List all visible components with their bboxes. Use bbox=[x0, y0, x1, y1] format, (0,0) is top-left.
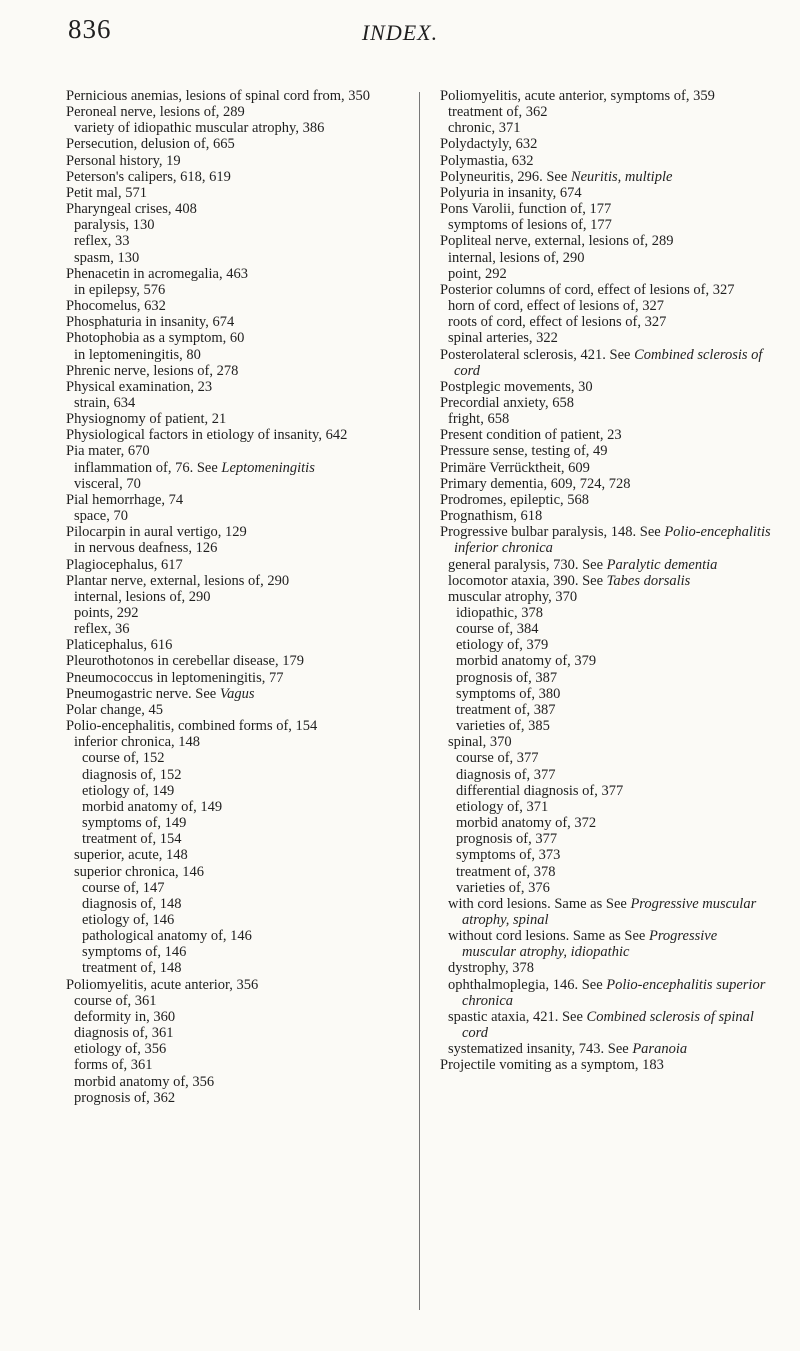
entry-text: diagnosis of, 361 bbox=[74, 1025, 174, 1042]
see-word: See bbox=[639, 524, 661, 541]
index-entry bbox=[66, 718, 399, 734]
entry-text: diagnosis of, 148 bbox=[82, 895, 182, 912]
entry-text: strain, 634 bbox=[74, 394, 136, 411]
entry-text: Phosphaturia in insanity, 674 bbox=[66, 314, 235, 331]
entry-text: Pia mater, 670 bbox=[66, 443, 150, 460]
index-entry bbox=[74, 282, 399, 298]
entry-text: points, 292 bbox=[74, 605, 139, 621]
cross-reference: Vagus bbox=[219, 685, 255, 702]
entry-text: muscular atrophy, 370 bbox=[448, 588, 578, 605]
index-entry bbox=[82, 896, 399, 912]
entry-text: Pressure sense, testing of, 49 bbox=[440, 443, 608, 460]
entry-text: etiology of, 146 bbox=[82, 911, 175, 928]
index-entry bbox=[66, 153, 399, 169]
index-entry bbox=[66, 104, 399, 120]
column-divider bbox=[419, 92, 420, 1310]
entry-text: spastic ataxia, 421. bbox=[448, 1008, 559, 1025]
index-entry bbox=[456, 686, 773, 702]
entry-text: symptoms of, 380 bbox=[456, 685, 561, 702]
index-entry bbox=[448, 411, 773, 427]
cross-reference: Progressive muscular atrophy, spinal bbox=[462, 895, 757, 928]
index-entry bbox=[440, 492, 773, 508]
entry-text: reflex, 33 bbox=[74, 233, 130, 250]
entry-text: Pneumococcus in leptomeningitis, 77 bbox=[66, 669, 284, 686]
index-entry bbox=[66, 88, 399, 104]
entry-text: Prodromes, epileptic, 568 bbox=[440, 491, 590, 508]
index-entry bbox=[74, 540, 399, 556]
index-entry bbox=[440, 282, 773, 298]
index-entry bbox=[456, 670, 773, 686]
index-entry bbox=[82, 767, 399, 783]
entry-text: etiology of, 149 bbox=[82, 782, 175, 799]
entry-text: Platicephalus, 616 bbox=[66, 637, 173, 654]
index-entry bbox=[82, 783, 399, 799]
index-entry bbox=[66, 411, 399, 427]
entry-text: Polymastia, 632 bbox=[440, 152, 534, 169]
index-entry bbox=[448, 589, 773, 605]
entry-text: Progressive bulbar paralysis, 148. bbox=[440, 524, 637, 541]
index-entry bbox=[82, 880, 399, 896]
entry-text: locomotor ataxia, 390. bbox=[448, 572, 579, 589]
entry-text: etiology of, 371 bbox=[456, 798, 549, 815]
entry-text: treatment of, 378 bbox=[456, 863, 556, 880]
index-entry bbox=[66, 298, 399, 314]
index-entry bbox=[448, 573, 773, 589]
index-entry bbox=[448, 120, 773, 136]
index-entry bbox=[448, 217, 773, 233]
cross-reference: Progressive muscular atrophy, idiopathic bbox=[462, 928, 718, 961]
entry-text: prognosis of, 387 bbox=[456, 669, 558, 686]
index-entry bbox=[440, 460, 773, 476]
cross-reference: Leptomeningitis bbox=[221, 459, 315, 476]
entry-text: Petit mal, 571 bbox=[66, 184, 147, 201]
index-entry bbox=[82, 960, 399, 976]
entry-text: ophthalmoplegia, 146. bbox=[448, 976, 579, 993]
left-column bbox=[66, 88, 399, 1106]
index-entry bbox=[66, 136, 399, 152]
index-entry bbox=[82, 750, 399, 766]
index-entry bbox=[74, 1025, 399, 1041]
index-entry bbox=[74, 864, 399, 880]
index-entry bbox=[448, 1041, 773, 1057]
index-entry bbox=[66, 201, 399, 217]
index-entry bbox=[440, 427, 773, 443]
entry-text: without cord lesions. Same as bbox=[448, 928, 621, 945]
entry-text: treatment of, 148 bbox=[82, 960, 182, 977]
see-word: See bbox=[607, 1041, 629, 1058]
entry-text: internal, lesions of, 290 bbox=[74, 588, 211, 605]
index-entry bbox=[440, 508, 773, 524]
index-entry bbox=[456, 718, 773, 734]
index-entry bbox=[74, 250, 399, 266]
see-word: See bbox=[582, 556, 604, 573]
index-entry bbox=[74, 1090, 399, 1106]
index-entry bbox=[74, 734, 399, 750]
entry-text: course of, 361 bbox=[74, 992, 157, 1009]
index-entry bbox=[448, 928, 773, 960]
index-entry bbox=[456, 799, 773, 815]
see-word: See bbox=[195, 685, 217, 702]
index-entry bbox=[66, 977, 399, 993]
index-entry bbox=[440, 169, 773, 185]
index-entry bbox=[66, 702, 399, 718]
index-entry bbox=[74, 621, 399, 637]
entry-text: in leptomeningitis, 80 bbox=[74, 346, 201, 363]
entry-text: etiology of, 356 bbox=[74, 1041, 167, 1058]
index-entry bbox=[66, 653, 399, 669]
page-number: 836 bbox=[68, 14, 112, 44]
index-entry bbox=[440, 395, 773, 411]
index-entry bbox=[66, 443, 399, 459]
index-entry bbox=[66, 573, 399, 589]
index-entry bbox=[74, 847, 399, 863]
entry-text: symptoms of, 149 bbox=[82, 815, 187, 832]
entry-text: Photophobia as a symptom, 60 bbox=[66, 330, 245, 347]
index-entry bbox=[448, 557, 773, 573]
cross-reference: Tabes dorsalis bbox=[606, 572, 691, 589]
entry-text: Prognathism, 618 bbox=[440, 508, 543, 525]
entry-text: Precordial anxiety, 658 bbox=[440, 394, 574, 411]
entry-text: morbid anatomy of, 379 bbox=[456, 653, 597, 670]
index-entry bbox=[82, 912, 399, 928]
entry-text: Persecution, delusion of, 665 bbox=[66, 136, 235, 153]
entry-text: Present condition of patient, 23 bbox=[440, 427, 622, 444]
entry-text: superior chronica, 146 bbox=[74, 863, 205, 880]
see-word: See bbox=[196, 459, 218, 476]
see-word: See bbox=[561, 1008, 583, 1025]
index-entry bbox=[456, 702, 773, 718]
entry-text: prognosis of, 377 bbox=[456, 831, 558, 848]
index-entry bbox=[456, 831, 773, 847]
entry-text: Projectile vomiting as a symptom, 183 bbox=[440, 1057, 664, 1074]
entry-text: etiology of, 379 bbox=[456, 637, 549, 654]
entry-text: in epilepsy, 576 bbox=[74, 281, 166, 298]
entry-text: systematized insanity, 743. bbox=[448, 1041, 605, 1058]
entry-text: Pilocarpin in aural vertigo, 129 bbox=[66, 524, 247, 541]
index-entry bbox=[440, 347, 773, 379]
index-entry bbox=[74, 1041, 399, 1057]
see-word: See bbox=[605, 895, 627, 912]
entry-text: course of, 152 bbox=[82, 750, 165, 767]
index-entry bbox=[440, 153, 773, 169]
index-entry bbox=[456, 750, 773, 766]
running-head: INDEX. bbox=[361, 20, 439, 45]
entry-text: Polydactyly, 632 bbox=[440, 136, 538, 153]
index-entry bbox=[74, 120, 399, 136]
cross-reference: Combined sclerosis of spinal cord bbox=[462, 1008, 754, 1042]
entry-text: Personal history, 19 bbox=[66, 152, 181, 169]
entry-text: with cord lesions. Same as bbox=[448, 895, 603, 912]
index-entry bbox=[82, 815, 399, 831]
entry-text: inferior chronica, 148 bbox=[74, 734, 201, 751]
index-entry bbox=[448, 977, 773, 1009]
index-entry bbox=[448, 250, 773, 266]
index-entry bbox=[74, 605, 399, 621]
index-entry bbox=[66, 185, 399, 201]
index-entry bbox=[456, 767, 773, 783]
entry-text: in nervous deafness, 126 bbox=[74, 540, 218, 557]
index-entry bbox=[448, 1009, 773, 1041]
see-word: See bbox=[609, 346, 631, 363]
index-entry bbox=[440, 524, 773, 556]
entry-text: point, 292 bbox=[448, 265, 507, 282]
index-entry bbox=[66, 686, 399, 702]
see-word: See bbox=[581, 976, 603, 993]
entry-text: Poliomyelitis, acute anterior, symptoms of, 359 bbox=[440, 88, 715, 104]
entry-text: Popliteal nerve, external, lesions of, 289 bbox=[440, 233, 674, 250]
right-column bbox=[440, 88, 773, 1074]
index-entry bbox=[66, 314, 399, 330]
index-entry bbox=[74, 1009, 399, 1025]
cross-reference: Paralytic dementia bbox=[606, 556, 718, 573]
entry-text: spinal arteries, 322 bbox=[448, 330, 558, 347]
entry-text: reflex, 36 bbox=[74, 621, 130, 638]
entry-text: Poliomyelitis, acute anterior, 356 bbox=[66, 976, 259, 993]
entry-text: Pharyngeal crises, 408 bbox=[66, 201, 197, 218]
entry-text: spinal, 370 bbox=[448, 734, 512, 751]
entry-text: general paralysis, 730. bbox=[448, 556, 579, 573]
entry-text: Primäre Verrücktheit, 609 bbox=[440, 459, 590, 476]
index-entry bbox=[66, 169, 399, 185]
index-entry bbox=[440, 443, 773, 459]
entry-text: treatment of, 387 bbox=[456, 701, 556, 718]
index-entry bbox=[440, 185, 773, 201]
index-entry bbox=[448, 104, 773, 120]
entry-text: Pleurothotonos in cerebellar disease, 179 bbox=[66, 653, 304, 670]
index-entry bbox=[448, 960, 773, 976]
entry-text: inflammation of, 76. bbox=[74, 459, 194, 476]
entry-text: Plantar nerve, external, lesions of, 290 bbox=[66, 572, 290, 589]
entry-text: Pneumogastric nerve. bbox=[66, 685, 192, 702]
index-entry bbox=[74, 460, 399, 476]
entry-text: variety of idiopathic muscular atrophy, 386 bbox=[74, 120, 325, 137]
index-entry bbox=[74, 476, 399, 492]
index-entry bbox=[66, 670, 399, 686]
entry-text: Polyuria in insanity, 674 bbox=[440, 184, 582, 201]
index-entry bbox=[456, 653, 773, 669]
entry-text: Pial hemorrhage, 74 bbox=[66, 491, 184, 508]
entry-text: varieties of, 376 bbox=[456, 879, 550, 896]
entry-text: differential diagnosis of, 377 bbox=[456, 782, 624, 799]
entry-text: morbid anatomy of, 372 bbox=[456, 815, 597, 832]
index-entry bbox=[66, 427, 399, 443]
index-entry bbox=[74, 1057, 399, 1073]
entry-text: Polio-encephalitis, combined forms of, 154 bbox=[66, 718, 318, 735]
index-entry bbox=[66, 637, 399, 653]
index-entry bbox=[440, 136, 773, 152]
index-entry bbox=[456, 864, 773, 880]
entry-text: Phrenic nerve, lesions of, 278 bbox=[66, 362, 239, 379]
index-entry bbox=[66, 266, 399, 282]
entry-text: Physiognomy of patient, 21 bbox=[66, 411, 227, 428]
cross-reference: Polio-encephalitis superior chronica bbox=[462, 976, 766, 1009]
entry-text: paralysis, 130 bbox=[74, 217, 155, 234]
entry-text: diagnosis of, 152 bbox=[82, 766, 182, 783]
cross-reference: Combined sclerosis of cord bbox=[454, 346, 763, 379]
entry-text: Posterior columns of cord, effect of lesions of, 327 bbox=[440, 281, 735, 298]
see-word: See bbox=[546, 168, 568, 185]
index-entry bbox=[448, 734, 773, 750]
index-entry bbox=[456, 605, 773, 621]
entry-text: course of, 377 bbox=[456, 750, 539, 767]
entry-text: idiopathic, 378 bbox=[456, 605, 543, 621]
entry-text: Peroneal nerve, lesions of, 289 bbox=[66, 104, 245, 121]
entry-text: symptoms of, 373 bbox=[456, 847, 561, 864]
index-entry bbox=[456, 815, 773, 831]
entry-text: horn of cord, effect of lesions of, 327 bbox=[448, 298, 664, 315]
see-word: See bbox=[624, 928, 646, 945]
entry-text: fright, 658 bbox=[448, 411, 510, 428]
entry-text: internal, lesions of, 290 bbox=[448, 249, 585, 266]
index-entry bbox=[82, 831, 399, 847]
entry-text: diagnosis of, 377 bbox=[456, 766, 556, 783]
entry-text: Pons Varolii, function of, 177 bbox=[440, 201, 612, 218]
index-entry bbox=[74, 508, 399, 524]
entry-text: Physiological factors in etiology of insanity, 642 bbox=[66, 427, 348, 444]
entry-text: Polyneuritis, 296. bbox=[440, 168, 543, 185]
entry-text: Phocomelus, 632 bbox=[66, 298, 166, 315]
index-entry bbox=[456, 637, 773, 653]
index-entry bbox=[74, 395, 399, 411]
index-entry bbox=[74, 993, 399, 1009]
entry-text: symptoms of, 146 bbox=[82, 944, 187, 961]
entry-text: Peterson's calipers, 618, 619 bbox=[66, 168, 231, 185]
entry-text: chronic, 371 bbox=[448, 120, 521, 137]
index-entry bbox=[440, 233, 773, 249]
entry-text: Postplegic movements, 30 bbox=[440, 378, 593, 395]
entry-text: visceral, 70 bbox=[74, 475, 141, 492]
index-entry bbox=[448, 896, 773, 928]
entry-text: superior, acute, 148 bbox=[74, 847, 188, 864]
entry-text: morbid anatomy of, 356 bbox=[74, 1073, 215, 1090]
index-entry bbox=[440, 88, 773, 104]
index-entry bbox=[82, 928, 399, 944]
index-entry bbox=[448, 266, 773, 282]
index-entry bbox=[66, 492, 399, 508]
entry-text: spasm, 130 bbox=[74, 249, 140, 266]
entry-text: Polar change, 45 bbox=[66, 701, 164, 718]
entry-text: treatment of, 154 bbox=[82, 831, 182, 848]
index-entry bbox=[456, 783, 773, 799]
entry-text: Phenacetin in acromegalia, 463 bbox=[66, 265, 248, 282]
entry-text: prognosis of, 362 bbox=[74, 1089, 176, 1106]
index-entry bbox=[74, 589, 399, 605]
entry-text: forms of, 361 bbox=[74, 1057, 153, 1074]
index-entry bbox=[456, 880, 773, 896]
index-entry bbox=[74, 233, 399, 249]
entry-text: symptoms of lesions of, 177 bbox=[448, 217, 612, 234]
entry-text: Plagiocephalus, 617 bbox=[66, 556, 183, 573]
entry-text: roots of cord, effect of lesions of, 327 bbox=[448, 314, 667, 331]
entry-text: morbid anatomy of, 149 bbox=[82, 798, 223, 815]
entry-text: treatment of, 362 bbox=[448, 104, 548, 121]
page-header bbox=[0, 8, 800, 48]
index-entry bbox=[448, 314, 773, 330]
index-columns bbox=[66, 88, 776, 1338]
index-entry bbox=[440, 379, 773, 395]
index-entry bbox=[448, 330, 773, 346]
index-entry bbox=[82, 944, 399, 960]
index-entry bbox=[66, 330, 399, 346]
index-entry bbox=[66, 557, 399, 573]
index-entry bbox=[456, 621, 773, 637]
index-entry bbox=[440, 201, 773, 217]
index-entry bbox=[82, 799, 399, 815]
index-entry bbox=[440, 1057, 773, 1073]
index-entry bbox=[74, 217, 399, 233]
index-entry bbox=[74, 1074, 399, 1090]
cross-reference: Neuritis, multiple bbox=[570, 168, 673, 185]
index-entry bbox=[440, 476, 773, 492]
entry-text: Pernicious anemias, lesions of spinal cord from, 350 bbox=[66, 88, 371, 104]
index-entry bbox=[456, 847, 773, 863]
index-entry bbox=[66, 379, 399, 395]
entry-text: pathological anatomy of, 146 bbox=[82, 928, 252, 945]
index-entry bbox=[66, 524, 399, 540]
entry-text: deformity in, 360 bbox=[74, 1008, 176, 1025]
entry-text: dystrophy, 378 bbox=[448, 960, 535, 977]
entry-text: varieties of, 385 bbox=[456, 718, 550, 735]
index-entry bbox=[66, 363, 399, 379]
cross-reference: Paranoia bbox=[632, 1041, 688, 1058]
entry-text: course of, 147 bbox=[82, 879, 165, 896]
entry-text: Primary dementia, 609, 724, 728 bbox=[440, 475, 631, 492]
index-entry bbox=[74, 347, 399, 363]
entry-text: space, 70 bbox=[74, 508, 128, 525]
index-entry bbox=[448, 298, 773, 314]
entry-text: course of, 384 bbox=[456, 621, 539, 638]
entry-text: Physical examination, 23 bbox=[66, 378, 213, 395]
cross-reference: Polio-encephalitis inferior chronica bbox=[454, 524, 771, 557]
entry-text: Posterolateral sclerosis, 421. bbox=[440, 346, 606, 363]
see-word: See bbox=[582, 572, 604, 589]
